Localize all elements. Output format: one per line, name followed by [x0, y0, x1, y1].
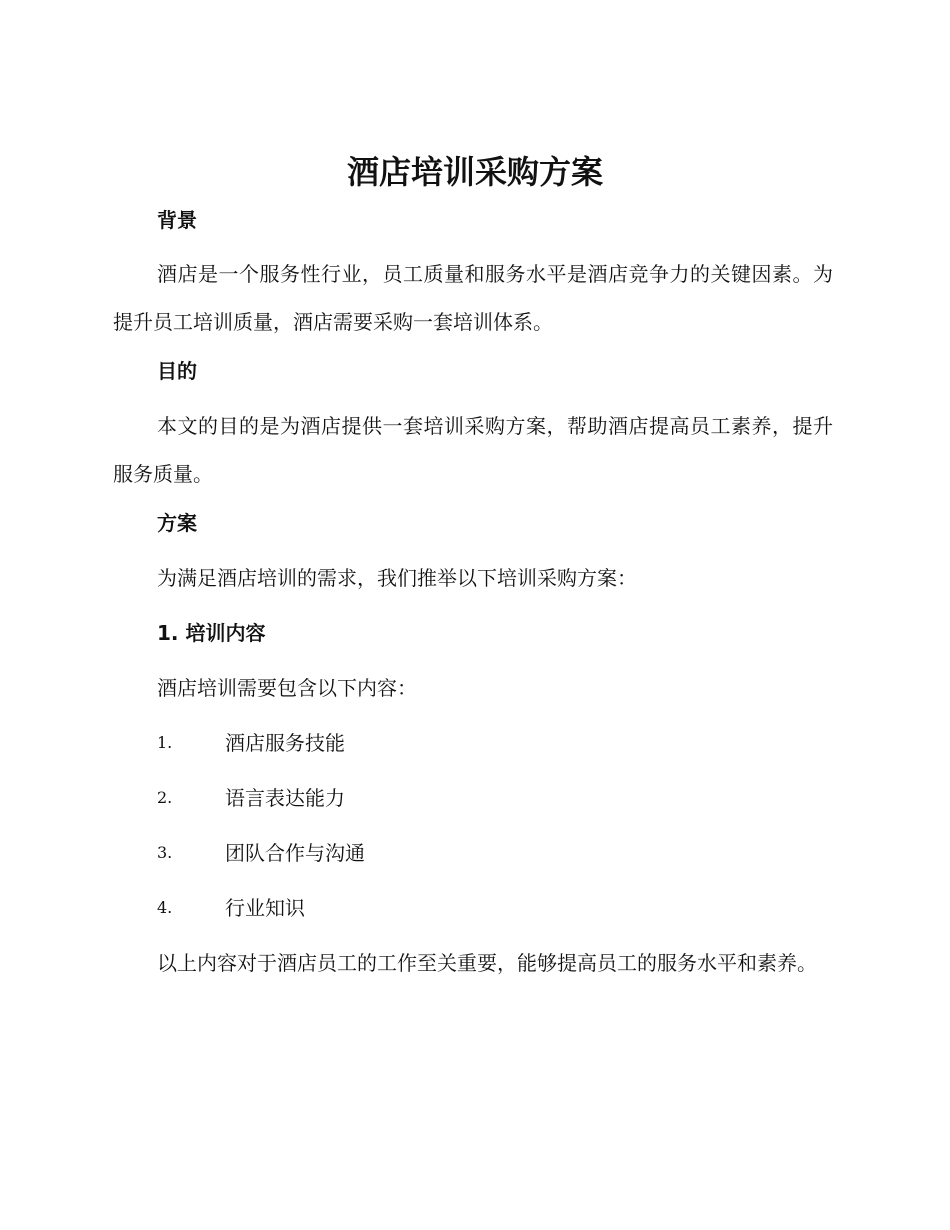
training-content-intro: 酒店培训需要包含以下内容：: [157, 676, 417, 700]
list-item-number: 3.: [157, 843, 173, 862]
list-item-number: 4.: [157, 898, 173, 917]
paragraph-background: 酒店是一个服务性行业，员工质量和服务水平是酒店竞争力的关键因素。为提升员工培训质量，酒店需要采购一套培训体系。: [113, 262, 833, 334]
heading-background: 背景: [157, 208, 197, 232]
document-title: 酒店培训采购方案: [346, 153, 603, 191]
list-item-number: 2.: [157, 788, 173, 807]
paragraph-purpose: 本文的目的是为酒店提供一套培训采购方案，帮助酒店提高员工素养，提升服务质量。: [113, 414, 833, 486]
heading-training-content: 1. 培训内容: [157, 621, 266, 645]
list-item-text: 行业知识: [225, 896, 305, 920]
plan-intro: 为满足酒店培训的需求，我们推举以下培训采购方案：: [157, 566, 637, 590]
list-item-text: 酒店服务技能: [225, 731, 345, 755]
list-item-number: 1.: [157, 733, 173, 752]
list-item-text: 语言表达能力: [225, 786, 345, 810]
heading-plan: 方案: [157, 511, 197, 535]
training-content-conclusion: 以上内容对于酒店员工的工作至关重要，能够提高员工的服务水平和素养。: [157, 951, 817, 975]
heading-purpose: 目的: [157, 359, 197, 383]
list-item-text: 团队合作与沟通: [225, 841, 365, 865]
